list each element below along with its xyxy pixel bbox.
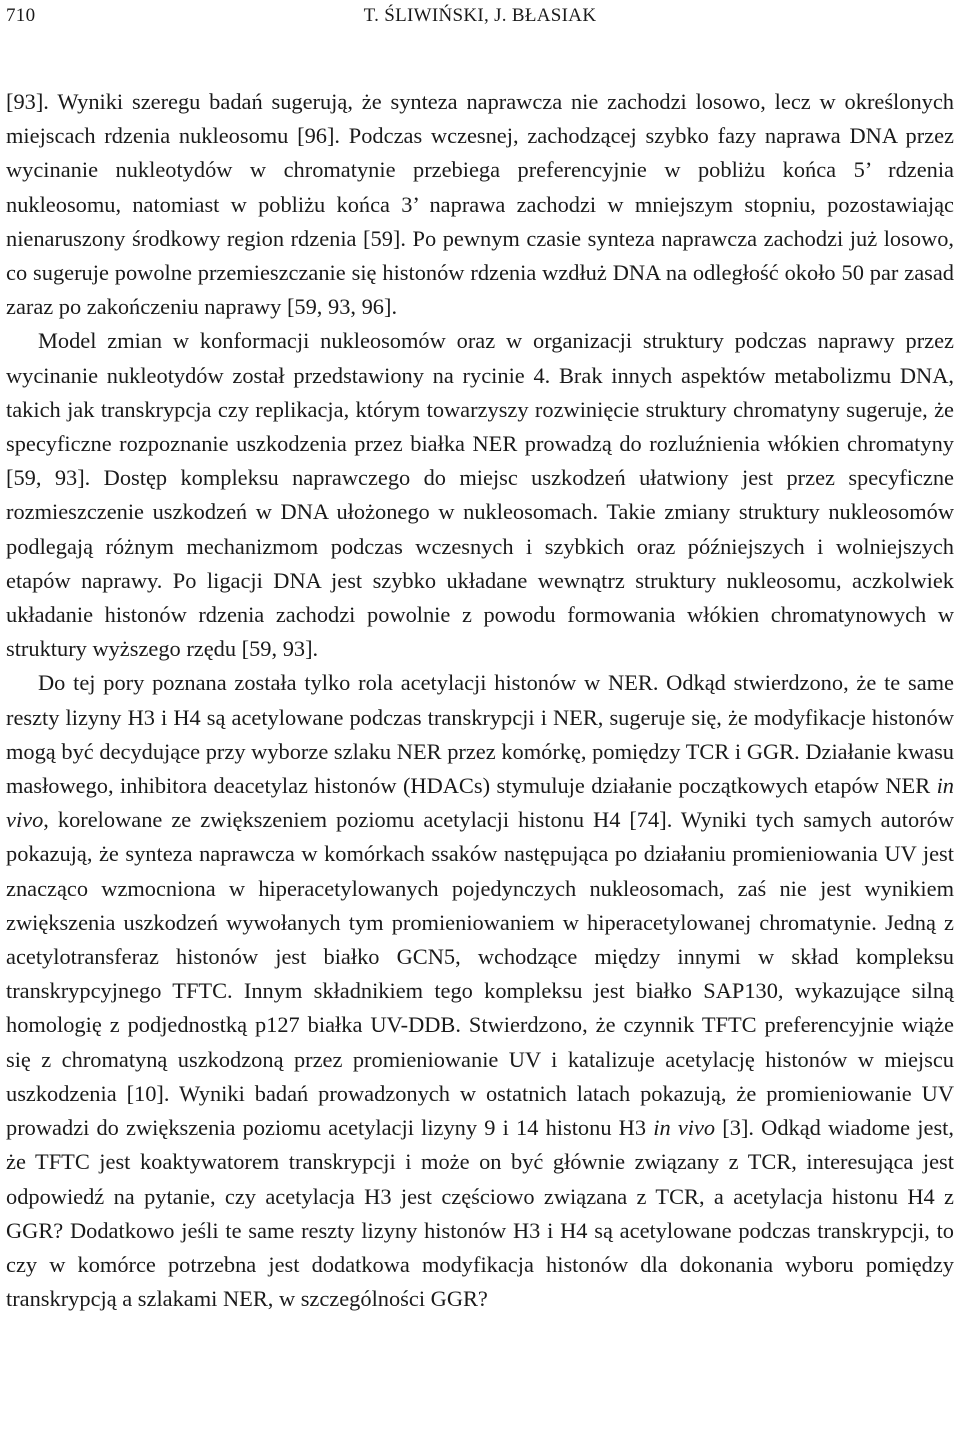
page-number: 710 xyxy=(6,5,36,26)
paragraph-text: [3]. Odkąd wiadome jest, że TFTC jest koaktywatorem transkrypcji i może on być głównie związany z TCR, interesująca jest odpowiedź na pytanie, czy acetylacja H3 jest częściowo związana z TCR, a acetylacja histonu H4 z GGR? Dodatkowo jeśli te same reszty lizyny histonów H3 i H4 są acetylowane podczas transkrypcji, to czy w komórce potrzebna jest dodatkowa modyfikacja histonów dla dokonania wyboru pomiędzy transkrypcją a szlakami NER, w szczególności GGR? xyxy=(6,1115,954,1312)
paragraph-text: Model zmian w konformacji nukleosomów oraz w organizacji struktury podczas naprawy przez wycinanie nukleotydów został przedstawiony na rycinie 4. Brak innych aspektów metabolizmu DNA, takich jak transkrypcja czy replikacja, którym towarzyszy rozwinięcie struktury chromatyny sugeruje, że specyficzne rozpoznanie uszkodzenia przez białka NER prowadzą do rozluźnienia włókien chromatyny [59, 93]. Dostęp kompleksu naprawczego do miejsc uszkodzeń ułatwiony jest przez specyficzne rozmieszczenie uszkodzeń w DNA ułożonego w nukleosomach. Takie zmiany struktury nukleosomów podlegają różnym mechanizmom podczas wczesnych i szybkich oraz późniejszych i wolniejszych etapów naprawy. Po ligacji DNA jest szybko układane wewnątrz struktury nukleosomu, aczkolwiek układanie histonów rdzenia zachodzi powolnie z powodu formowania włókien chromatynowych w struktury wyższego rzędu [59, 93]. xyxy=(6,328,954,662)
paragraph-text: , korelowane ze zwiększeniem poziomu acetylacji histonu H4 [74]. Wyniki tych samych autorów pokazują, że synteza naprawcza w komórkach ssaków następująca po działaniu promieniowania UV jest znacząco wzmocniona w hiperacetylowanych pojedynczych nukleosomach, zaś nie jest wynikiem zwiększenia uszkodzeń wywołanych tym promieniowaniem w hiperacetylowanej chromatynie. Jedną z acetylotransferaz histonów jest białko GCN5, wchodzące między innymi w skład kompleksu transkrypcyjnego TFTC. Innym składnikiem tego kompleksu jest białko SAP130, wykazujące silną homologię z podjednostką p127 białka UV-DDB. Stwierdzono, że czynnik TFTC preferencyjnie wiąże się z chromatyną uszkodzoną przez promieniowanie UV i katalizuje acetylację histonów w miejscu uszkodzenia [10]. Wyniki badań prowadzonych w ostatnich latach pokazują, że promieniowanie UV prowadzi do zwiększenia poziomu acetylacji lizyny 9 i 14 histonu H3 xyxy=(6,807,954,1141)
italic-term: in vivo xyxy=(6,773,954,833)
running-head-authors: T. ŚLIWIŃSKI, J. BŁASIAK xyxy=(363,5,597,26)
paragraph-2 xyxy=(6,324,954,666)
paragraph-3 xyxy=(6,666,954,1316)
paragraph-1 xyxy=(6,85,954,324)
paragraph-text: [93]. Wyniki szeregu badań sugerują, że synteza naprawcza nie zachodzi losowo, lecz w określonych miejscach rdzenia nukleosomu [96]. Podczas wczesnej, zachodzącej szybko fazy naprawa DNA przez wycinanie nukleotydów w chromatynie przebiega preferencyjnie w pobliżu końca 5’ rdzenia nukleosomu, natomiast w pobliżu końca 3’ naprawa zachodzi w mniejszym stopniu, pozostawiając nienaruszony środkowy region rdzenia [59]. Po pewnym czasie synteza naprawcza zachodzi już losowo, co sugeruje powolne przemieszczanie się histonów rdzenia wzdłuż DNA na odległość około 50 par zasad zaraz po zakończeniu naprawy [59, 93, 96]. xyxy=(6,89,954,320)
italic-term: in vivo xyxy=(653,1115,716,1141)
paragraph-text: Do tej pory poznana została tylko rola acetylacji histonów w NER. Odkąd stwierdzono, że te same reszty lizyny H3 i H4 są acetylowane podczas transkrypcji i NER, sugeruje się, że modyfikacje histonów mogą być decydujące przy wyborze szlaku NER przez komórkę, pomiędzy TCR i GGR. Działanie kwasu masłowego, inhibitora deacetylaz histonów (HDACs) stymuluje działanie początkowych etapów NER xyxy=(6,670,954,799)
page xyxy=(6,0,954,1316)
running-head xyxy=(6,5,954,35)
body-text xyxy=(6,85,954,1316)
